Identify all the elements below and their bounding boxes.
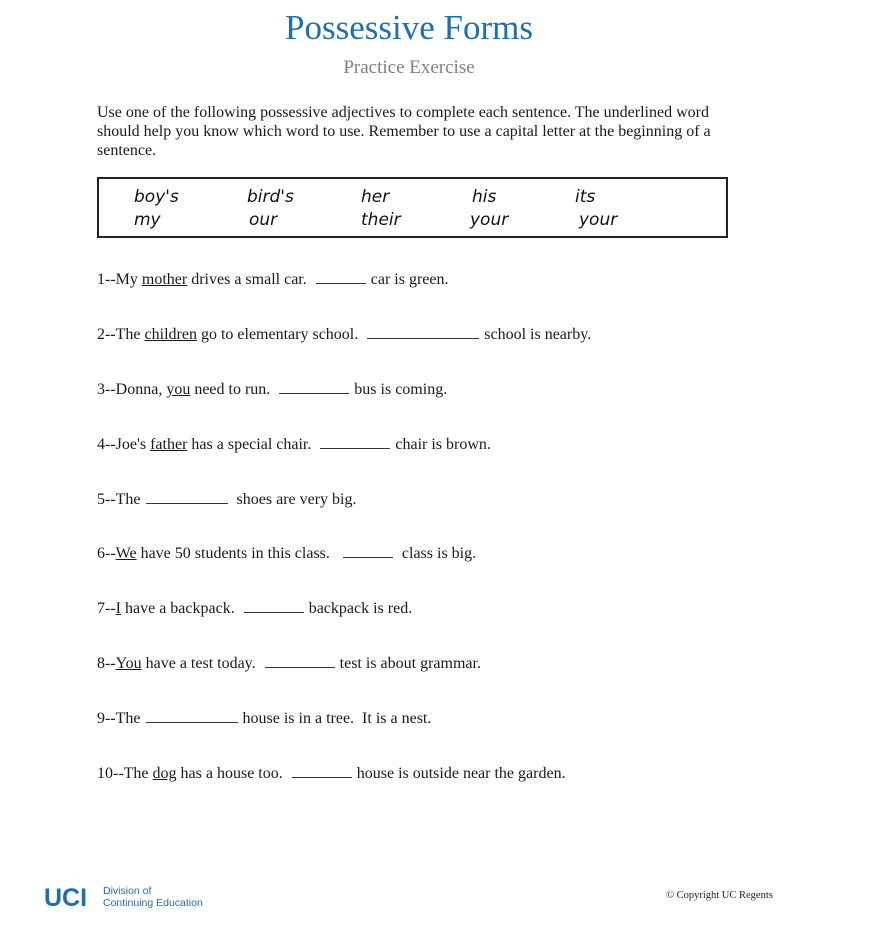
key-word: mother	[141, 271, 188, 288]
answer-blank[interactable]	[279, 381, 349, 394]
sentence-text: need to run.	[190, 381, 271, 398]
word-his: his	[472, 187, 497, 207]
key-word: children	[144, 326, 197, 343]
sentence-number: 7--	[97, 600, 116, 617]
answer-blank[interactable]	[292, 765, 352, 778]
sentence-text: house is in a tree. It is a nest.	[242, 710, 432, 727]
sentence-8	[97, 655, 481, 673]
sentence-text: have a test today.	[141, 655, 256, 672]
word-my: my	[134, 210, 161, 230]
answer-blank[interactable]	[316, 271, 366, 284]
sentence-text: The	[115, 326, 145, 343]
word-its: its	[575, 187, 596, 207]
sentence-text: have 50 students in this class.	[136, 545, 330, 562]
sentence-text: drives a small car.	[187, 271, 307, 288]
sentence-6	[97, 545, 476, 563]
sentence-text: backpack is red.	[308, 600, 413, 617]
sentence-text: car is green.	[370, 271, 449, 288]
word-their: their	[361, 210, 401, 230]
answer-blank[interactable]	[320, 436, 390, 449]
sentence-10	[97, 765, 566, 783]
page-subtitle: Practice Exercise	[343, 57, 475, 78]
key-word: I	[115, 600, 121, 617]
sentence-text: have a backpack.	[120, 600, 235, 617]
page-title: Possessive Forms	[285, 8, 533, 47]
word-birds: bird's	[247, 187, 294, 207]
sentence-text: My	[115, 271, 142, 288]
sentence-5	[97, 491, 357, 509]
uci-logo: UCI	[44, 884, 88, 912]
sentence-text: The	[115, 710, 141, 727]
answer-blank[interactable]	[343, 545, 393, 558]
key-word: father	[150, 436, 188, 453]
key-word: you	[166, 381, 191, 398]
key-word: We	[115, 545, 137, 562]
sentence-9	[97, 710, 431, 728]
sentence-text: bus is coming.	[354, 381, 448, 398]
sentence-text: The	[123, 765, 153, 782]
sentence-number: 8--	[97, 655, 116, 672]
word-bank	[97, 177, 728, 238]
instructions: Use one of the following possessive adjectives to complete each sentence. The underlined word should help you know which word to use. Remember to use a capital letter at the beginning of a sentence.	[97, 104, 711, 159]
answer-blank[interactable]	[367, 326, 479, 339]
uci-division-label	[103, 885, 203, 909]
sentence-number: 3--	[97, 381, 116, 398]
answer-blank[interactable]	[146, 710, 238, 723]
sentence-number: 6--	[97, 545, 116, 562]
sentence-number: 2--	[97, 326, 116, 343]
answer-blank[interactable]	[146, 491, 228, 504]
sentence-4	[97, 436, 491, 454]
word-our: our	[249, 210, 278, 230]
answer-blank[interactable]	[244, 600, 304, 613]
sentence-number: 5--	[97, 491, 116, 508]
sentence-7	[97, 600, 412, 618]
sentence-3	[97, 381, 447, 399]
key-word: You	[115, 655, 142, 672]
sentence-text: go to elementary school.	[196, 326, 359, 343]
word-her: her	[361, 187, 390, 207]
sentence-number: 10--	[97, 765, 124, 782]
sentence-text: school is nearby.	[484, 326, 592, 343]
copyright: © Copyright UC Regents	[666, 890, 773, 901]
sentence-text: class is big.	[401, 545, 477, 562]
sentence-text: has a house too.	[176, 765, 283, 782]
sentence-text: Donna,	[115, 381, 167, 398]
word-boys: boy's	[134, 187, 179, 207]
sentence-number: 9--	[97, 710, 116, 727]
sentence-text: shoes are very big.	[236, 491, 357, 508]
division-line: Division of	[103, 885, 152, 897]
sentence-1	[97, 271, 448, 289]
continuing-education-line: Continuing Education	[103, 897, 203, 909]
sentence-text: test is about grammar.	[339, 655, 481, 672]
word-your: your	[470, 210, 509, 230]
sentence-text: house is outside near the garden.	[356, 765, 566, 782]
sentence-text: chair is brown.	[395, 436, 491, 453]
sentence-number: 1--	[97, 271, 116, 288]
sentence-text: Joe's	[115, 436, 151, 453]
answer-blank[interactable]	[265, 655, 335, 668]
sentence-number: 4--	[97, 436, 116, 453]
key-word: dog	[152, 765, 177, 782]
sentence-text: The	[115, 491, 141, 508]
sentence-text: has a special chair.	[187, 436, 312, 453]
sentence-2	[97, 326, 591, 344]
word-your-2: your	[579, 210, 618, 230]
